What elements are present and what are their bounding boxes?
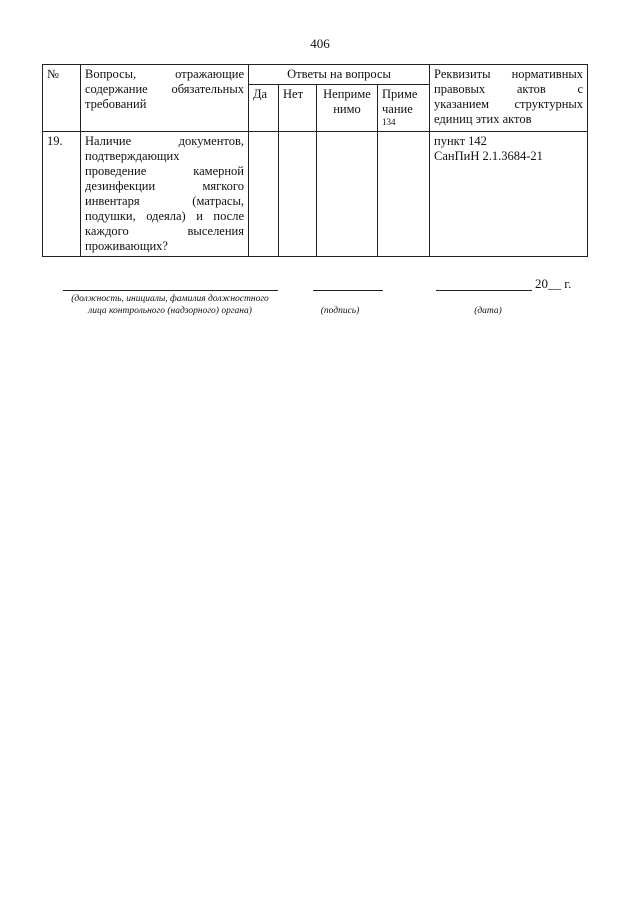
header-questions: Вопросы, отражающие содержание обязательных требований bbox=[81, 65, 249, 132]
header-no: Нет bbox=[279, 85, 317, 132]
footnote-marker: 134 bbox=[382, 117, 396, 127]
caption-signature: (подпись) bbox=[320, 306, 360, 316]
header-num: № bbox=[43, 65, 81, 132]
row-question: Наличие документов, подтверждающих проведение камерной дезинфекции мягкого инвентаря (матрасы, подушки, одеяла) и после каждого выселения проживающих? bbox=[81, 132, 249, 257]
header-answers: Ответы на вопросы bbox=[249, 65, 430, 85]
date-line bbox=[436, 290, 532, 291]
table-header-row bbox=[43, 65, 588, 85]
caption-date: (дата) bbox=[474, 306, 502, 316]
year-text: 20__ г. bbox=[535, 276, 572, 291]
answer-no-cell[interactable] bbox=[279, 132, 317, 257]
row-requisites: пункт 142 СанПиН 2.1.3684-21 bbox=[430, 132, 588, 257]
page-number: 406 bbox=[310, 36, 330, 51]
header-note: Приме чание 134 bbox=[378, 85, 430, 132]
row-num: 19. bbox=[43, 132, 81, 257]
answer-note-cell[interactable] bbox=[378, 132, 430, 257]
header-not-applicable: Неприме нимо bbox=[317, 85, 378, 132]
caption-position: (должность, инициалы, фамилия должностного лица контрольного (надзорного) органа) bbox=[71, 294, 269, 316]
position-line bbox=[63, 290, 278, 291]
signature-block bbox=[0, 276, 640, 336]
header-requisites: Реквизиты нормативных правовых актов с указанием структурных единиц этих актов bbox=[430, 65, 588, 132]
answer-yes-cell[interactable] bbox=[249, 132, 279, 257]
checklist-table bbox=[42, 64, 588, 257]
table-row bbox=[43, 132, 588, 257]
answer-na-cell[interactable] bbox=[317, 132, 378, 257]
signature-line bbox=[313, 290, 383, 291]
header-yes: Да bbox=[249, 85, 279, 132]
